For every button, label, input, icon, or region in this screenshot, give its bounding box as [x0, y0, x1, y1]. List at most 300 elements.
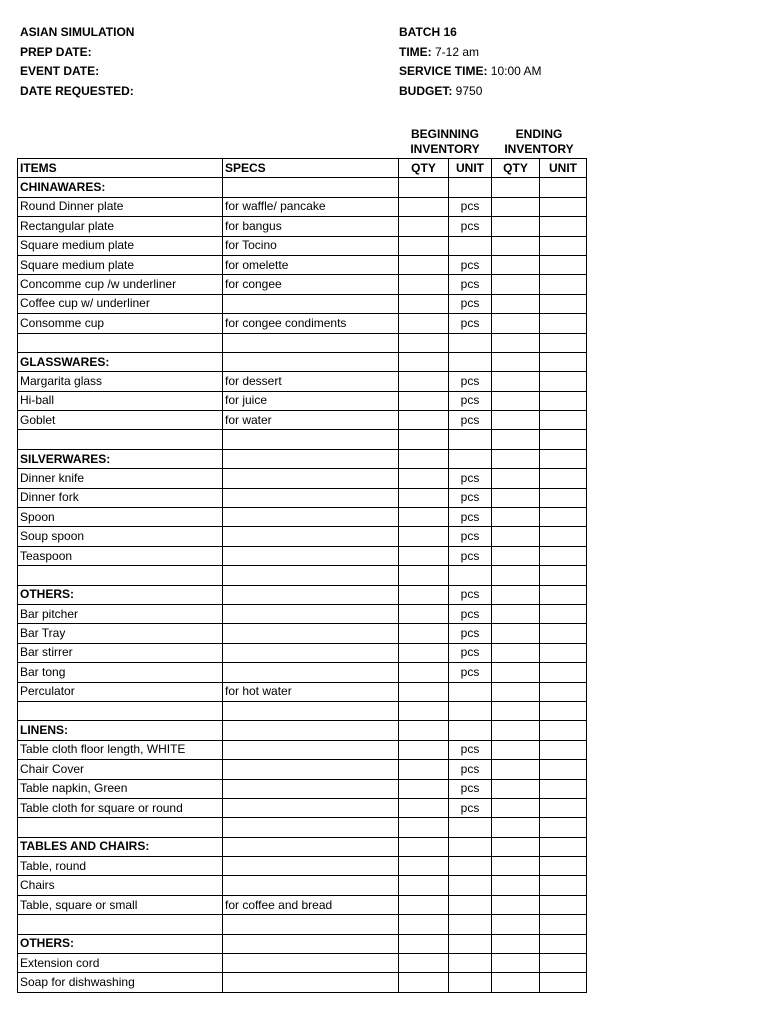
specs-cell — [223, 585, 399, 604]
ending-unit-cell — [540, 314, 587, 333]
specs-cell — [223, 876, 399, 895]
specs-cell — [223, 857, 399, 876]
beginning-qty-cell — [399, 682, 449, 701]
beginning-unit-cell — [449, 352, 492, 371]
ending-unit-cell — [540, 857, 587, 876]
specs-cell — [223, 566, 399, 585]
beginning-qty-cell — [399, 527, 449, 546]
section-row — [18, 721, 587, 740]
beginning-unit-cell: pcs — [449, 488, 492, 507]
ending-qty-cell — [492, 488, 540, 507]
ending-qty-cell — [492, 411, 540, 430]
ending-unit-cell — [540, 333, 587, 352]
col-beginning-unit: UNIT — [449, 159, 492, 178]
table-row — [18, 857, 587, 876]
table-row — [18, 391, 587, 410]
beginning-unit-cell — [449, 954, 492, 973]
service-time-value: 10:00 AM — [487, 64, 542, 78]
beginning-unit-cell: pcs — [449, 798, 492, 817]
ending-qty-cell — [492, 508, 540, 527]
inventory-table-body — [18, 178, 587, 992]
table-row — [18, 895, 587, 914]
ending-qty-cell — [492, 546, 540, 565]
ending-unit-cell — [540, 818, 587, 837]
ending-qty-cell — [492, 314, 540, 333]
specs-cell — [223, 760, 399, 779]
budget-label: BUDGET: — [399, 83, 453, 98]
beginning-qty-cell — [399, 740, 449, 759]
ending-qty-cell — [492, 197, 540, 216]
item-cell: Concomme cup /w underliner — [18, 275, 223, 294]
beginning-qty-cell — [399, 954, 449, 973]
section-row — [18, 837, 587, 856]
item-cell: Dinner knife — [18, 469, 223, 488]
table-row — [18, 915, 587, 934]
ending-qty-cell — [492, 255, 540, 274]
item-cell: TABLES AND CHAIRS: — [18, 837, 223, 856]
table-row — [18, 973, 587, 992]
table-row — [18, 643, 587, 662]
beginning-qty-cell — [399, 779, 449, 798]
item-cell: Goblet — [18, 411, 223, 430]
ending-unit-cell — [540, 779, 587, 798]
ending-qty-cell — [492, 178, 540, 197]
beginning-qty-cell — [399, 275, 449, 294]
ending-qty-cell — [492, 372, 540, 391]
beginning-unit-cell: pcs — [449, 624, 492, 643]
beginning-unit-cell — [449, 895, 492, 914]
beginning-qty-cell — [399, 604, 449, 623]
ending-unit-cell — [540, 469, 587, 488]
ending-qty-cell — [492, 798, 540, 817]
item-cell: Rectangular plate — [18, 217, 223, 236]
ending-unit-cell — [540, 798, 587, 817]
col-specs: SPECS — [223, 159, 399, 178]
ending-unit-cell — [540, 643, 587, 662]
ending-unit-cell — [540, 411, 587, 430]
beginning-qty-cell — [399, 643, 449, 662]
ending-qty-cell — [492, 915, 540, 934]
batch-line — [399, 23, 739, 43]
item-cell: Table cloth floor length, WHITE — [18, 740, 223, 759]
beginning-qty-cell — [399, 314, 449, 333]
beginning-unit-cell — [449, 236, 492, 255]
ending-qty-cell — [492, 973, 540, 992]
ending-unit-cell — [540, 876, 587, 895]
ending-qty-cell — [492, 352, 540, 371]
table-row — [18, 275, 587, 294]
item-cell: Hi-ball — [18, 391, 223, 410]
beginning-qty-cell — [399, 895, 449, 914]
table-row — [18, 197, 587, 216]
beginning-qty-cell — [399, 294, 449, 313]
item-cell — [18, 566, 223, 585]
item-cell: Perculator — [18, 682, 223, 701]
specs-cell — [223, 352, 399, 371]
table-row — [18, 314, 587, 333]
time-value: 7-12 am — [431, 44, 480, 59]
ending-unit-cell — [540, 721, 587, 740]
beginning-unit-cell — [449, 876, 492, 895]
beginning-unit-cell: pcs — [449, 372, 492, 391]
beginning-qty-cell — [399, 488, 449, 507]
service-time-label: SERVICE TIME: — [399, 64, 488, 78]
specs-cell: for Tocino — [223, 236, 399, 255]
ending-unit-cell — [540, 934, 587, 953]
beginning-qty-cell — [399, 566, 449, 585]
ending-qty-cell — [492, 294, 540, 313]
col-beginning-qty: QTY — [399, 159, 449, 178]
beginning-heading-line2: INVENTORY — [410, 141, 480, 156]
ending-qty-cell — [492, 760, 540, 779]
section-row — [18, 585, 587, 604]
item-cell: Chair Cover — [18, 760, 223, 779]
table-row — [18, 663, 587, 682]
ending-qty-cell — [492, 954, 540, 973]
beginning-unit-cell — [449, 973, 492, 992]
ending-qty-cell — [492, 682, 540, 701]
item-cell: OTHERS: — [18, 934, 223, 953]
event-date-label: EVENT DATE: — [20, 64, 100, 78]
ending-unit-cell — [540, 895, 587, 914]
beginning-unit-cell — [449, 857, 492, 876]
ending-unit-cell — [540, 663, 587, 682]
ending-qty-cell — [492, 876, 540, 895]
ending-heading-line1: ENDING — [515, 127, 563, 141]
beginning-unit-cell: pcs — [449, 527, 492, 546]
beginning-qty-cell — [399, 372, 449, 391]
table-row — [18, 430, 587, 449]
section-row — [18, 449, 587, 468]
specs-cell — [223, 624, 399, 643]
table-row — [18, 217, 587, 236]
ending-qty-cell — [492, 430, 540, 449]
col-items: ITEMS — [18, 159, 223, 178]
specs-cell — [223, 430, 399, 449]
item-cell — [18, 818, 223, 837]
specs-cell — [223, 818, 399, 837]
item-cell: Soup spoon — [18, 527, 223, 546]
specs-cell: for bangus — [223, 217, 399, 236]
ending-qty-cell — [492, 469, 540, 488]
ending-qty-cell — [492, 449, 540, 468]
specs-cell: for dessert — [223, 372, 399, 391]
ending-unit-cell — [540, 197, 587, 216]
section-row — [18, 178, 587, 197]
beginning-unit-cell — [449, 721, 492, 740]
item-cell: Extension cord — [18, 954, 223, 973]
beginning-unit-cell: pcs — [449, 314, 492, 333]
batch-label: BATCH 16 — [399, 25, 457, 39]
item-cell — [18, 701, 223, 720]
specs-cell — [223, 488, 399, 507]
ending-unit-cell — [540, 624, 587, 643]
item-cell: Bar Tray — [18, 624, 223, 643]
ending-unit-cell — [540, 682, 587, 701]
time-line — [399, 43, 739, 63]
beginning-unit-cell: pcs — [449, 469, 492, 488]
beginning-qty-cell — [399, 857, 449, 876]
specs-cell — [223, 954, 399, 973]
table-row — [18, 760, 587, 779]
item-cell: Coffee cup w/ underliner — [18, 294, 223, 313]
beginning-unit-cell: pcs — [449, 740, 492, 759]
section-row — [18, 352, 587, 371]
beginning-qty-cell — [399, 430, 449, 449]
ending-qty-cell — [492, 701, 540, 720]
beginning-qty-cell — [399, 333, 449, 352]
beginning-qty-cell — [399, 391, 449, 410]
ending-unit-cell — [540, 449, 587, 468]
specs-cell — [223, 973, 399, 992]
item-cell: Chairs — [18, 876, 223, 895]
table-row — [18, 566, 587, 585]
specs-cell: for waffle/ pancake — [223, 197, 399, 216]
specs-cell — [223, 294, 399, 313]
beginning-unit-cell: pcs — [449, 294, 492, 313]
beginning-unit-cell — [449, 566, 492, 585]
item-cell: Bar tong — [18, 663, 223, 682]
ending-qty-cell — [492, 391, 540, 410]
specs-cell — [223, 508, 399, 527]
inventory-table — [17, 158, 587, 993]
ending-qty-cell — [492, 236, 540, 255]
ending-qty-cell — [492, 934, 540, 953]
item-cell: Table cloth for square or round — [18, 798, 223, 817]
table-row — [18, 954, 587, 973]
beginning-unit-cell: pcs — [449, 585, 492, 604]
ending-qty-cell — [492, 275, 540, 294]
ending-unit-cell — [540, 178, 587, 197]
item-cell: Dinner fork — [18, 488, 223, 507]
beginning-unit-cell — [449, 333, 492, 352]
specs-cell: for congee — [223, 275, 399, 294]
beginning-qty-cell — [399, 449, 449, 468]
ending-qty-cell — [492, 643, 540, 662]
specs-cell — [223, 469, 399, 488]
beginning-heading-line1: BEGINNING — [410, 127, 479, 141]
beginning-qty-cell — [399, 934, 449, 953]
item-cell: GLASSWARES: — [18, 352, 223, 371]
ending-unit-cell — [540, 217, 587, 236]
specs-cell — [223, 527, 399, 546]
table-row — [18, 294, 587, 313]
specs-cell: for omelette — [223, 255, 399, 274]
item-cell: LINENS: — [18, 721, 223, 740]
ending-qty-cell — [492, 217, 540, 236]
header-left — [20, 23, 360, 101]
beginning-unit-cell — [449, 178, 492, 197]
beginning-qty-cell — [399, 508, 449, 527]
table-row — [18, 527, 587, 546]
ending-qty-cell — [492, 566, 540, 585]
ending-heading-line2: INVENTORY — [504, 141, 574, 156]
col-ending-qty: QTY — [492, 159, 540, 178]
item-cell: Round Dinner plate — [18, 197, 223, 216]
table-row — [18, 488, 587, 507]
beginning-unit-cell: pcs — [449, 391, 492, 410]
ending-unit-cell — [540, 604, 587, 623]
beginning-unit-cell — [449, 837, 492, 856]
ending-unit-cell — [540, 372, 587, 391]
item-cell: Spoon — [18, 508, 223, 527]
specs-cell — [223, 449, 399, 468]
beginning-unit-cell — [449, 682, 492, 701]
beginning-qty-cell — [399, 837, 449, 856]
beginning-qty-cell — [399, 352, 449, 371]
ending-qty-cell — [492, 585, 540, 604]
budget-line — [399, 82, 739, 102]
specs-cell: for water — [223, 411, 399, 430]
ending-unit-cell — [540, 275, 587, 294]
specs-cell — [223, 643, 399, 662]
ending-unit-cell — [540, 760, 587, 779]
ending-qty-cell — [492, 818, 540, 837]
specs-cell — [223, 721, 399, 740]
beginning-qty-cell — [399, 818, 449, 837]
beginning-qty-cell — [399, 585, 449, 604]
ending-qty-cell — [492, 895, 540, 914]
specs-cell — [223, 333, 399, 352]
ending-unit-cell — [540, 954, 587, 973]
col-ending-unit: UNIT — [540, 159, 587, 178]
beginning-qty-cell — [399, 178, 449, 197]
ending-unit-cell — [540, 740, 587, 759]
ending-unit-cell — [540, 585, 587, 604]
item-cell: Teaspoon — [18, 546, 223, 565]
specs-cell: for juice — [223, 391, 399, 410]
time-label: TIME: — [399, 44, 432, 59]
table-row — [18, 508, 587, 527]
service-time-line — [399, 62, 739, 82]
beginning-unit-cell — [449, 915, 492, 934]
item-cell: Table napkin, Green — [18, 779, 223, 798]
beginning-qty-cell — [399, 217, 449, 236]
ending-unit-cell — [540, 701, 587, 720]
item-cell: Square medium plate — [18, 255, 223, 274]
ending-unit-cell — [540, 352, 587, 371]
table-row — [18, 682, 587, 701]
beginning-unit-cell: pcs — [449, 604, 492, 623]
item-cell: Bar stirrer — [18, 643, 223, 662]
beginning-qty-cell — [399, 701, 449, 720]
specs-cell — [223, 915, 399, 934]
beginning-qty-cell — [399, 236, 449, 255]
table-row — [18, 876, 587, 895]
table-row — [18, 469, 587, 488]
ending-qty-cell — [492, 527, 540, 546]
beginning-unit-cell — [449, 430, 492, 449]
table-row — [18, 818, 587, 837]
item-cell: Bar pitcher — [18, 604, 223, 623]
header-right — [399, 23, 739, 101]
ending-unit-cell — [540, 837, 587, 856]
table-row — [18, 701, 587, 720]
specs-cell — [223, 546, 399, 565]
ending-qty-cell — [492, 721, 540, 740]
table-row — [18, 779, 587, 798]
beginning-unit-cell: pcs — [449, 546, 492, 565]
ending-unit-cell — [540, 546, 587, 565]
ending-qty-cell — [492, 779, 540, 798]
ending-unit-cell — [540, 915, 587, 934]
ending-inventory-heading — [492, 127, 586, 156]
beginning-qty-cell — [399, 760, 449, 779]
ending-qty-cell — [492, 333, 540, 352]
table-row — [18, 255, 587, 274]
table-row — [18, 798, 587, 817]
beginning-qty-cell — [399, 663, 449, 682]
specs-cell — [223, 934, 399, 953]
beginning-unit-cell: pcs — [449, 217, 492, 236]
specs-cell — [223, 740, 399, 759]
ending-qty-cell — [492, 663, 540, 682]
specs-cell — [223, 779, 399, 798]
table-row — [18, 624, 587, 643]
table-row — [18, 546, 587, 565]
beginning-qty-cell — [399, 411, 449, 430]
item-cell: Square medium plate — [18, 236, 223, 255]
beginning-unit-cell: pcs — [449, 643, 492, 662]
item-cell — [18, 333, 223, 352]
table-row — [18, 372, 587, 391]
beginning-unit-cell — [449, 934, 492, 953]
table-row — [18, 604, 587, 623]
beginning-qty-cell — [399, 721, 449, 740]
beginning-unit-cell — [449, 818, 492, 837]
beginning-qty-cell — [399, 255, 449, 274]
item-cell: OTHERS: — [18, 585, 223, 604]
ending-unit-cell — [540, 508, 587, 527]
specs-cell — [223, 178, 399, 197]
table-row — [18, 411, 587, 430]
beginning-qty-cell — [399, 546, 449, 565]
date-requested-label: DATE REQUESTED: — [20, 83, 134, 98]
beginning-unit-cell: pcs — [449, 663, 492, 682]
ending-unit-cell — [540, 488, 587, 507]
beginning-unit-cell: pcs — [449, 275, 492, 294]
budget-value: 9750 — [452, 83, 483, 98]
ending-qty-cell — [492, 740, 540, 759]
beginning-inventory-heading — [400, 127, 490, 156]
beginning-qty-cell — [399, 915, 449, 934]
item-cell — [18, 915, 223, 934]
beginning-unit-cell: pcs — [449, 197, 492, 216]
ending-unit-cell — [540, 391, 587, 410]
specs-cell: for coffee and bread — [223, 895, 399, 914]
beginning-qty-cell — [399, 624, 449, 643]
ending-qty-cell — [492, 837, 540, 856]
table-row — [18, 740, 587, 759]
simulation-title: ASIAN SIMULATION — [20, 25, 135, 39]
beginning-unit-cell: pcs — [449, 255, 492, 274]
ending-qty-cell — [492, 857, 540, 876]
beginning-unit-cell: pcs — [449, 411, 492, 430]
ending-unit-cell — [540, 236, 587, 255]
specs-cell: for congee condiments — [223, 314, 399, 333]
item-cell — [18, 430, 223, 449]
beginning-unit-cell — [449, 449, 492, 468]
item-cell: Consomme cup — [18, 314, 223, 333]
beginning-unit-cell: pcs — [449, 760, 492, 779]
beginning-qty-cell — [399, 197, 449, 216]
beginning-unit-cell — [449, 701, 492, 720]
beginning-qty-cell — [399, 876, 449, 895]
beginning-qty-cell — [399, 973, 449, 992]
item-cell: CHINAWARES: — [18, 178, 223, 197]
specs-cell — [223, 701, 399, 720]
ending-unit-cell — [540, 294, 587, 313]
